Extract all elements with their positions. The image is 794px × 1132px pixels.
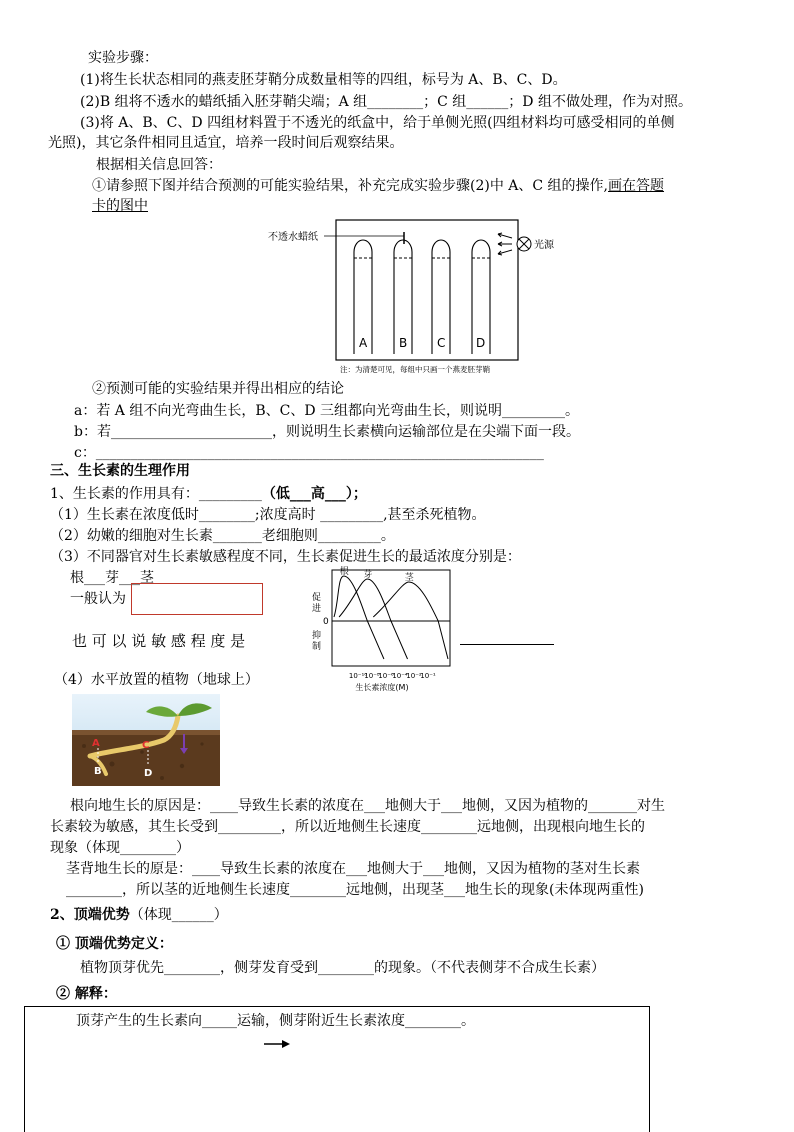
horizontal-heading: （4）水平放置的植物（地球上） [54,672,259,688]
apical-title: 2、顶端优势 [50,907,130,923]
y-label-inhibit-2: 制 [312,642,322,652]
predict-b: b：若_______________________，则说明生长素横向运输部位是在尖端下面一段。 [74,424,580,440]
section-3-title: 三、生长素的生理作用 [50,463,190,479]
organ-order: 根___芽___茎 [70,570,154,586]
y-label-promote-1: 促 [312,593,322,603]
x-axis-label: 生长素浓度(M) [355,683,409,692]
predict-a: a：若 A 组不向光弯曲生长，B、C、D 三组都向光弯曲生长，则说明_________。 [74,403,580,419]
series-label-芽: 芽 [363,570,373,580]
stem-reason-1: 茎背地生长的原是：____导致生长素的浓度在___地侧大于___地侧，又因为植物的茎对生长素 [66,861,640,877]
root-reason-1: 根向地生长的原因是：____导致生长素的浓度在___地侧大于___地侧，又因为植物的_______对生 [70,798,665,814]
x-tick-label: 10⁻⁶ [378,672,394,680]
sensitivity-blank[interactable] [460,644,554,645]
series-label-茎: 茎 [404,573,414,583]
y-label-promote-2: 进 [312,604,322,614]
point-b-label: B [94,766,102,777]
question-1-text: ①请参照下图并结合预测的可能实验结果，补充完成实验步骤(2)中 A、C 组的操作, [92,178,609,194]
question-1-line2: 卡的图中 [92,198,148,214]
horizontal-plant-image [72,694,220,786]
arrow-right-icon [262,1038,292,1050]
coleoptiles [354,240,490,354]
step-3-line2: 光照)，其它条件相同且适宜，培养一段时间后观察结果。 [48,135,404,151]
root-reason-3: 现象（体现________） [50,840,190,856]
question-1-line1 [92,177,664,195]
apical-title-line [50,906,228,924]
explanation-title: ② 解释： [56,986,117,1002]
answer-box[interactable] [131,583,263,615]
x-tick-label: 10⁻¹⁰ [348,672,368,680]
light-source-icon [517,237,531,251]
coleoptile-figure [262,214,562,376]
predict-heading: ②预测可能的实验结果并得出相应的结论 [92,381,344,397]
auxin-effect-text: 1、生长素的作用具有：_________ [50,486,262,502]
figure-note: 注：为清楚可见，每组中只画一个燕麦胚芽鞘 [340,365,490,374]
point-c-label: C [142,740,150,751]
group-a-label: A [359,336,368,350]
sensitivity-text: 也 可 以 说 敏 感 程 度 是 [72,632,246,650]
answer-intro: 根据相关信息回答： [96,157,222,173]
explanation-text: 顶芽产生的生长素向_____运输，侧芽附近生长素浓度________。 [76,1013,475,1029]
series-label-根: 根 [339,567,349,577]
x-tick-label: 10⁻⁸ [364,672,380,680]
stem-reason-2: ________，所以茎的近地侧生长速度________远地侧，出现茎___地生长的现象(未体现两重性) [66,882,644,898]
item-2: （2）幼嫩的细胞对生长素_______老细胞则_________。 [50,528,395,544]
step-3-line1: (3)将 A、B、C、D 四组材料置于不透光的纸盒中，给于单侧光照(四组材料均可感受相同的单侧 [80,115,675,131]
group-d-label: D [476,336,486,350]
y-label-zero: 0 [323,617,329,627]
question-1-underlined: 画在答题 [608,178,665,194]
light-rays [498,233,512,255]
item-3: （3）不同器官对生长素敏感程度不同，生长素促进生长的最适浓度分别是： [50,549,521,565]
point-d-label: D [144,768,153,779]
x-tick-label: 10⁻⁴ [392,672,408,680]
auxin-effect-bold: （低___高___）； [261,486,367,502]
group-b-label: B [399,336,408,350]
group-c-label: C [437,336,446,350]
y-label-inhibit-1: 抑 [312,631,322,641]
auxin-concentration-chart [308,566,460,696]
x-tick-label: 10⁻² [406,672,422,680]
auxin-effect-line [50,485,367,503]
general-label: 一般认为 [70,591,126,607]
step-1: (1)将生长状态相同的燕麦胚芽鞘分成数量相等的四组，标号为 A、B、C、D。 [80,72,567,88]
wax-paper-label: 不透水蜡纸 [268,232,318,243]
item-1: （1）生长素在浓度低时________;浓度高时 _________,甚至杀死植物。 [50,507,486,523]
x-tick-label: 10⁻¹ [420,672,436,680]
apical-title-rest: （体现______） [129,907,228,923]
step-2: (2)B 组将不透水的蜡纸插入胚芽鞘尖端；A 组________；C 组______；D 组不做处理，作为对照。 [80,94,692,110]
root-reason-2: 长素较为敏感，其生长受到_________，所以近地侧生长速度________远地侧，出现根向地生长的 [50,819,645,835]
definition-title: ① 顶端优势定义： [56,936,173,952]
steps-heading: 实验步骤： [88,50,158,66]
point-a-label: A [92,738,100,749]
definition-text: 植物顶芽优先________，侧芽发育受到________的现象。（不代表侧芽不合成生长素） [80,960,605,976]
light-source-label: 光源 [534,240,554,251]
predict-c: c：________________________________________________________________ [74,445,544,461]
